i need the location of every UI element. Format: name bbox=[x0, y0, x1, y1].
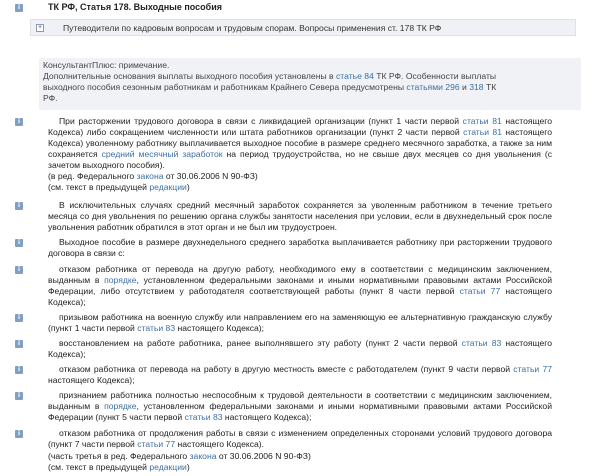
note-label: КонсультантПлюс: примечание. bbox=[43, 60, 170, 70]
edition-note: (в ред. Федерального закона от 30.06.2006 N 90-ФЗ) bbox=[48, 171, 258, 181]
info-icon[interactable]: i bbox=[15, 340, 23, 348]
link-article-83[interactable]: статьи 83 bbox=[184, 412, 223, 422]
paragraph-9: отказом работника от продолжения работы в связи с изменением определенных сторонами условий трудового договора (пункт 7 части первой статьи 77 настоящего Кодекса). bbox=[48, 428, 552, 449]
link-article-83[interactable]: статьи 83 bbox=[461, 338, 502, 348]
link-average-salary[interactable]: средний месячный заработок bbox=[101, 149, 223, 159]
link-article-77[interactable]: статьи 77 bbox=[459, 286, 501, 296]
paragraph-8: признанием работника полностью неспособным к трудовой деятельности в соответствии с медицинским заключением, выданным в порядке, установленном федеральными законами и иными нормативными правовыми актами Российской Федерации (пункт 5 части первой статьи 83 настоящего Кодекса); bbox=[48, 390, 552, 422]
link-article-81[interactable]: статьи 81 bbox=[462, 116, 502, 126]
link-article-84[interactable]: статье 84 bbox=[335, 71, 374, 81]
consultant-note bbox=[39, 58, 581, 110]
paragraph-7: отказом работника от перевода на работу в другую местность вместе с работодателем (пункт 9 части первой статьи 77 настоящего Кодекса); bbox=[48, 364, 552, 385]
link-article-77[interactable]: статьи 77 bbox=[513, 364, 552, 374]
link-law[interactable]: закона bbox=[189, 451, 217, 461]
paragraph-6: восстановлением на работе работника, ранее выполнявшего эту работу (пункт 2 части первой статьи 83 настоящего Кодекса); bbox=[48, 338, 552, 359]
link-article-81[interactable]: статьи 81 bbox=[463, 127, 502, 137]
info-icon[interactable]: i bbox=[15, 314, 23, 322]
expand-plus-icon[interactable]: + bbox=[37, 24, 43, 31]
info-icon[interactable]: i bbox=[15, 266, 23, 274]
info-icon[interactable]: i bbox=[15, 239, 23, 247]
note-line-1: Дополнительные основания выплаты выходного пособия установлены в статье 84 ТК РФ. Особенности выплаты bbox=[43, 71, 497, 81]
link-procedure[interactable]: порядке bbox=[104, 401, 137, 411]
info-icon[interactable]: i bbox=[15, 4, 23, 12]
link-article-83[interactable]: статьи 83 bbox=[137, 323, 176, 333]
link-article-318[interactable]: 318 bbox=[469, 82, 484, 92]
paragraph-1: При расторжении трудового договора в связи с ликвидацией организации (пункт 1 части первой статьи 81 настоящего Кодекса) либо сокращением численности или штата работников организации (пункт 2 части первой статьи 81 настоящего Кодекса) уволенному работнику выплачивается выходное пособие в размере среднего месячного заработка, а также за ним сохраняется средний месячный заработок на период трудоустройства, но не свыше двух месяцев со дня увольнения (с зачетом выходного пособия). bbox=[48, 116, 553, 170]
paragraph-2: В исключительных случаях средний месячный заработок сохраняется за уволенным работником в течение третьего месяца со дня увольнения по решению органа службы занятости населения при условии, если в двухнедельный срок после увольнения работник обратился в этот орган и не был им трудоустроен. bbox=[48, 200, 552, 232]
info-icon[interactable]: i bbox=[15, 392, 23, 400]
see-previous-note: (см. текст в предыдущей редакции) bbox=[48, 182, 190, 192]
guide-bar[interactable] bbox=[30, 19, 576, 36]
paragraph-3: Выходное пособие в размере двухнедельного среднего заработка выплачивается работнику при расторжении трудового договора в связи с: bbox=[48, 237, 552, 258]
info-icon[interactable]: i bbox=[15, 366, 23, 374]
link-previous-edition[interactable]: редакции bbox=[149, 462, 187, 472]
link-article-77[interactable]: статьи 77 bbox=[137, 439, 176, 449]
guide-text[interactable]: Путеводители по кадровым вопросам и трудовым спорам. Вопросы применения ст. 178 ТК РФ bbox=[63, 23, 442, 33]
info-icon[interactable]: i bbox=[15, 430, 23, 438]
info-icon[interactable]: i bbox=[15, 202, 23, 210]
paragraph-5: призывом работника на военную службу или направлением его на заменяющую ее альтернативную гражданскую службу (пункт 1 части первой статьи 83 настоящего Кодекса); bbox=[48, 312, 552, 333]
link-previous-edition[interactable]: редакции bbox=[149, 182, 187, 192]
note-line-3: РФ. bbox=[43, 93, 58, 103]
paragraph-4: отказом работника от перевода на другую работу, необходимого ему в соответствии с медицинским заключением, выданным в порядке, установленном федеральными законами и иными нормативными правовыми актами Российской Федерации, либо отсутствием у работодателя соответствующей работы (пункт 8 части первой статьи 77 настоящего Кодекса); bbox=[48, 264, 552, 307]
link-procedure[interactable]: порядке bbox=[104, 275, 137, 285]
link-article-296[interactable]: статьями 296 bbox=[406, 82, 460, 92]
see-previous-note: (см. текст в предыдущей редакции) bbox=[48, 462, 190, 472]
page-title: ТК РФ, Статья 178. Выходные пособия bbox=[48, 2, 223, 12]
note-line-2: выходного пособия сезонным работникам и работникам Крайнего Севера предусмотрены статьями 296 и 318 ТК bbox=[43, 82, 497, 92]
edition-note: (часть третья в ред. Федерального закона от 30.06.2006 N 90-ФЗ) bbox=[48, 451, 311, 461]
info-icon[interactable]: i bbox=[15, 118, 23, 126]
link-law[interactable]: закона bbox=[136, 171, 164, 181]
